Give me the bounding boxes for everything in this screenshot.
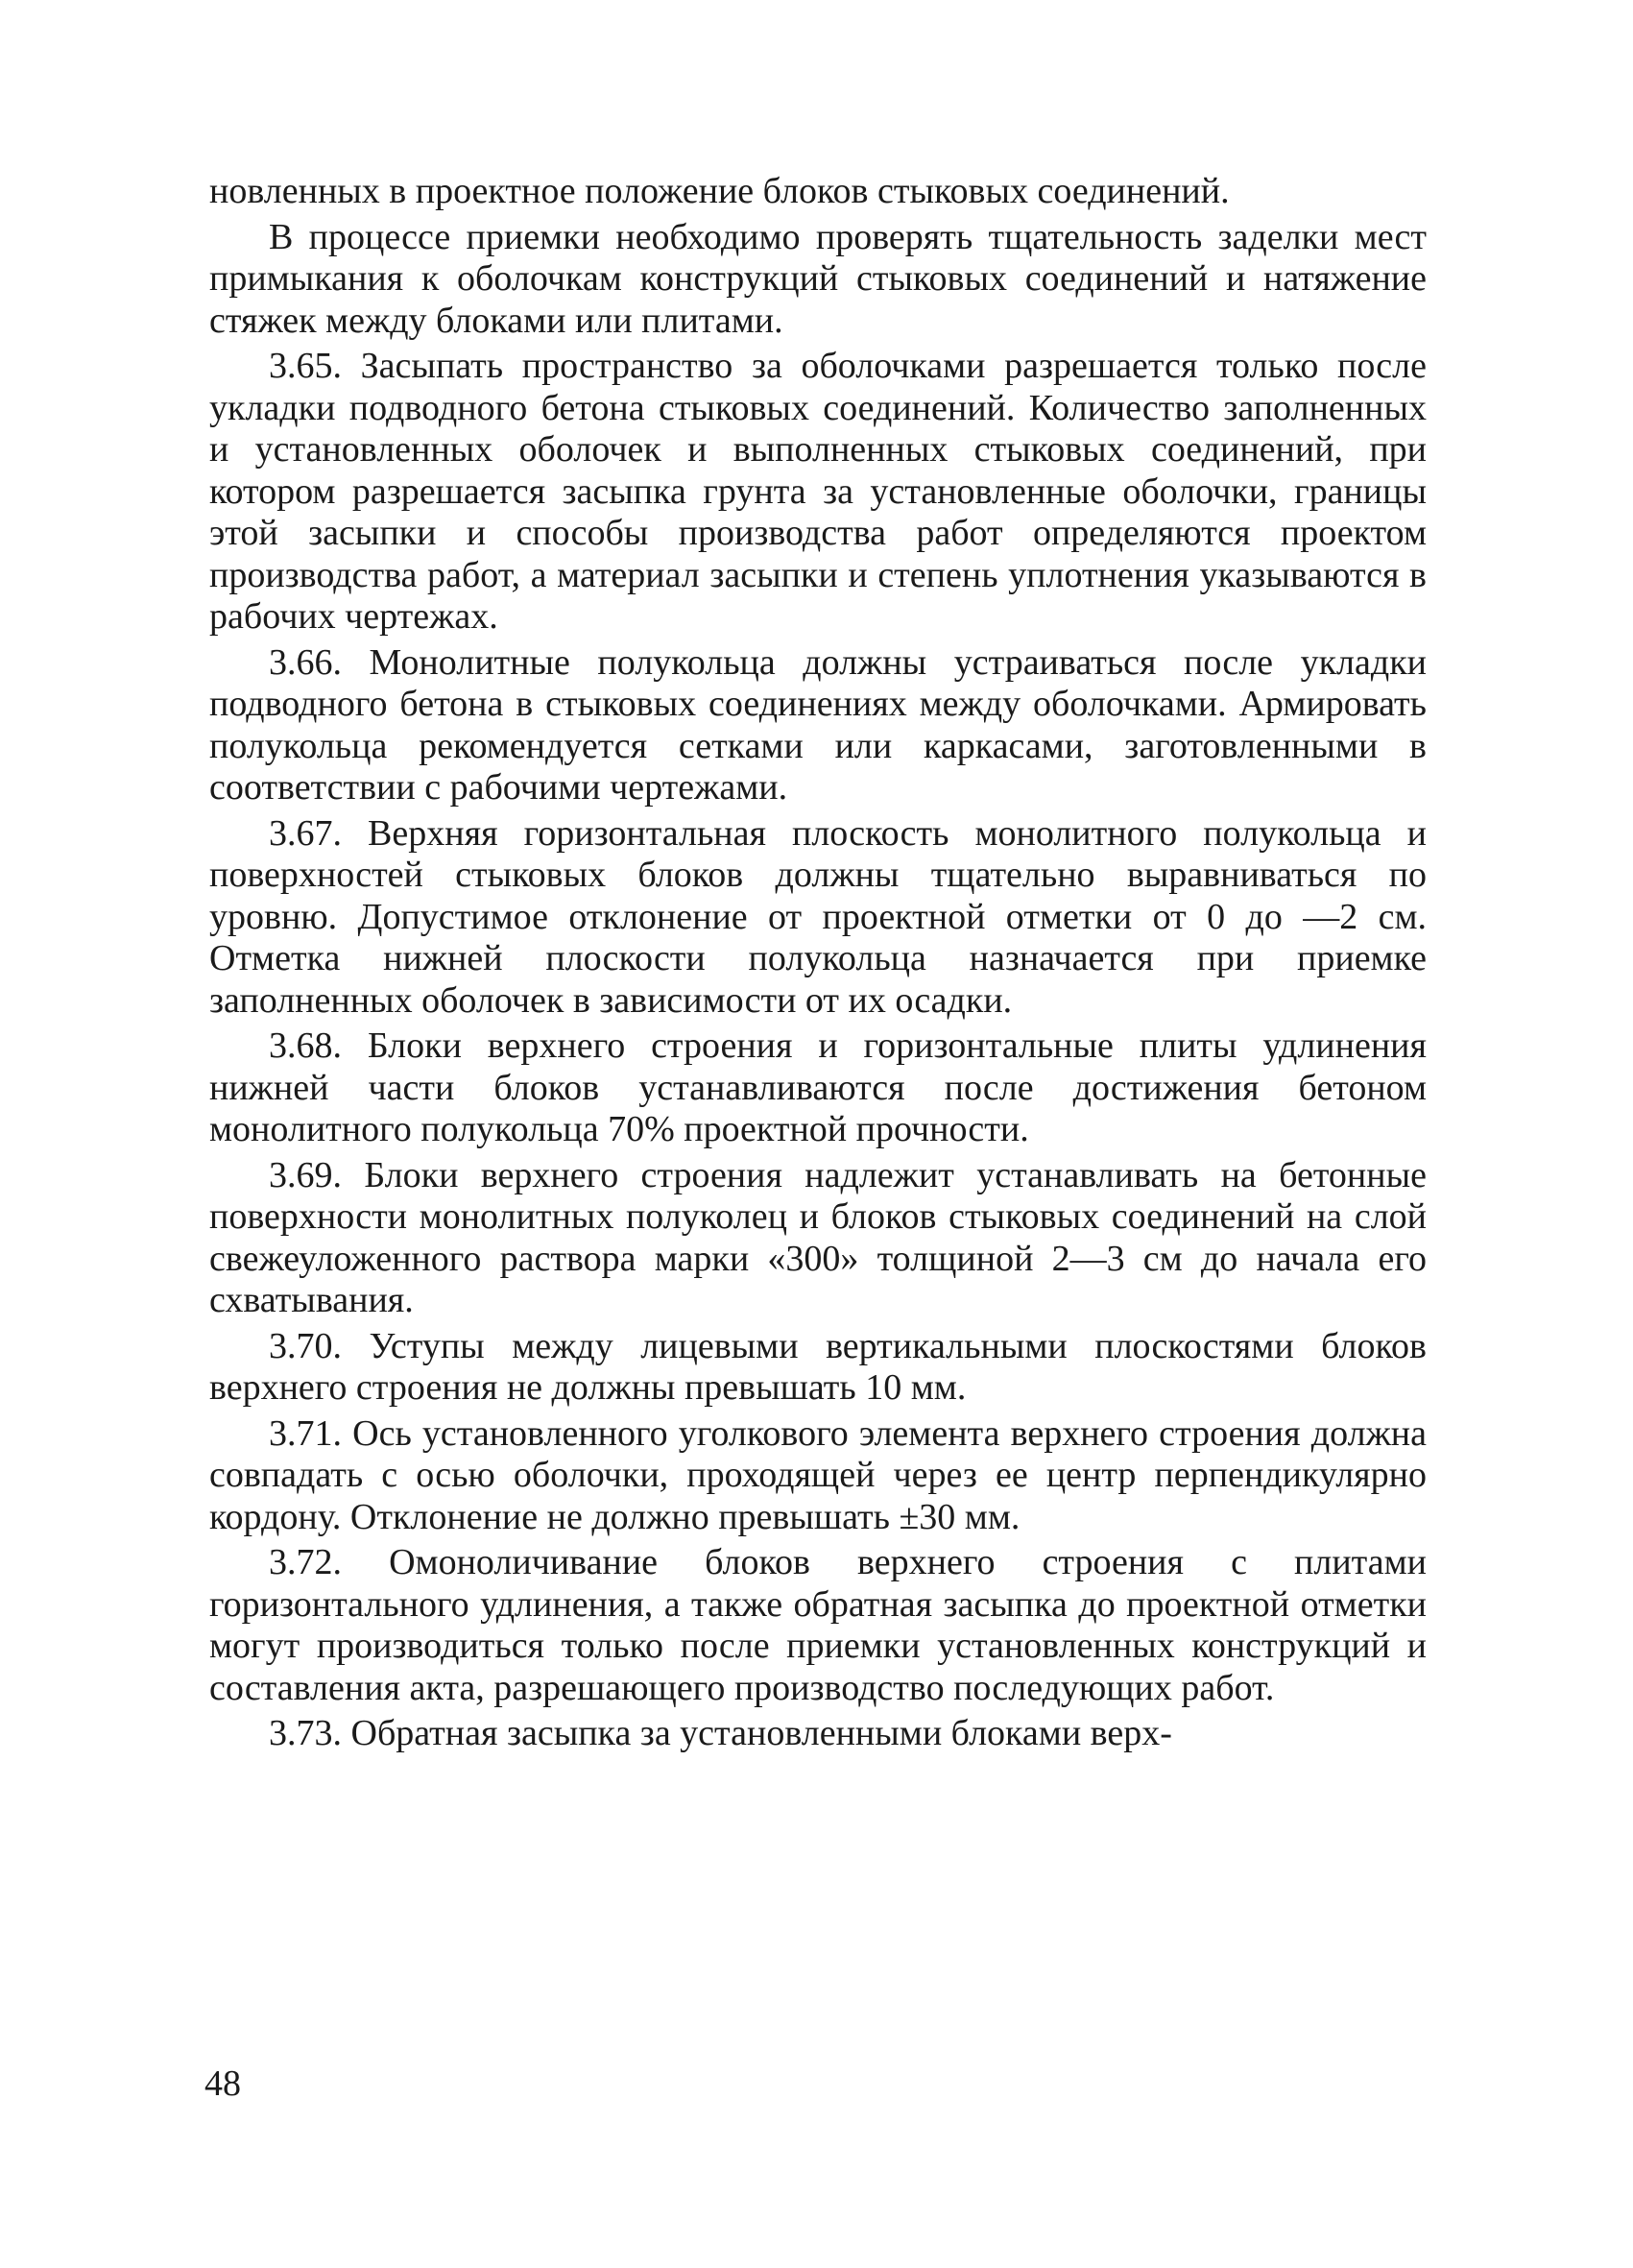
paragraph-3-68: 3.68. Блоки верхнего строения и горизонтальные плиты удлинения нижней части блоков устанавливаются после достижения бетоном монолитного полукольца 70% проектной прочности.: [209, 1025, 1427, 1149]
page-number: 48: [204, 2063, 241, 2104]
paragraph-3-69: 3.69. Блоки верхнего строения надлежит устанавливать на бетонные поверхности монолитных полуколец и блоков стыковых соединений на слой свежеуложенного раствора марки «300» толщиной 2—3 см до начала его схватывания.: [209, 1154, 1427, 1320]
paragraph-3-70: 3.70. Уступы между лицевыми вертикальными плоскостями блоков верхнего строения не должны превышать 10 мм.: [209, 1325, 1427, 1408]
paragraph-3-73: 3.73. Обратная засыпка за установленными блоками верх-: [269, 1713, 1172, 1753]
paragraph-3-65: 3.65. Засыпать пространство за оболочками разрешается только после укладки подводного бетона стыковых соединений. Количество заполненных и установленных оболочек и выполненных стыковых соединений, при котором разрешается засыпка грунта за установленные оболочки, границы этой засыпки и способы производства работ определяются проектом производства работ, а материал засыпки и степень уплотнения указываются в рабочих чертежах.: [209, 346, 1427, 637]
paragraph-3-67: 3.67. Верхняя горизонтальная плоскость монолитного полукольца и поверхностей стыковых блоков должны тщательно выравниваться по уровню. Допустимое отклонение от проектной отметки от 0 до —2 см. Отметка нижней плоскости полукольца назначается при приемке заполненных оболочек в зависимости от их осадки.: [209, 812, 1427, 1021]
paragraph-3-71: 3.71. Ось установленного уголкового элемента верхнего строения должна совпадать с осью оболочки, проходящей через ее центр перпендикулярно кордону. Отклонение не должно превышать ±30 мм.: [209, 1412, 1427, 1537]
paragraph-acceptance-check: В процессе приемки необходимо проверять тщательность заделки мест примыкания к оболочкам конструкций стыковых соединений и натяжение стяжек между блоками или плитами.: [209, 216, 1427, 341]
paragraph-3-66: 3.66. Монолитные полукольца должны устраиваться после укладки подводного бетона в стыковых соединениях между оболочками. Армировать полукольца рекомендуется сетками или каркасами, заготовленными в соответствии с рабочими чертежами.: [209, 641, 1427, 808]
paragraph-continuation: новленных в проектное положение блоков стыковых соединений.: [209, 171, 1230, 211]
body-text: [209, 171, 1427, 1759]
paragraph-3-72: 3.72. Омоноличивание блоков верхнего строения с плитами горизонтального удлинения, а также обратная засыпка до проектной отметки могут производиться только после приемки установленных конструкций и составления акта, разрешающего производство последующих работ.: [209, 1542, 1427, 1708]
